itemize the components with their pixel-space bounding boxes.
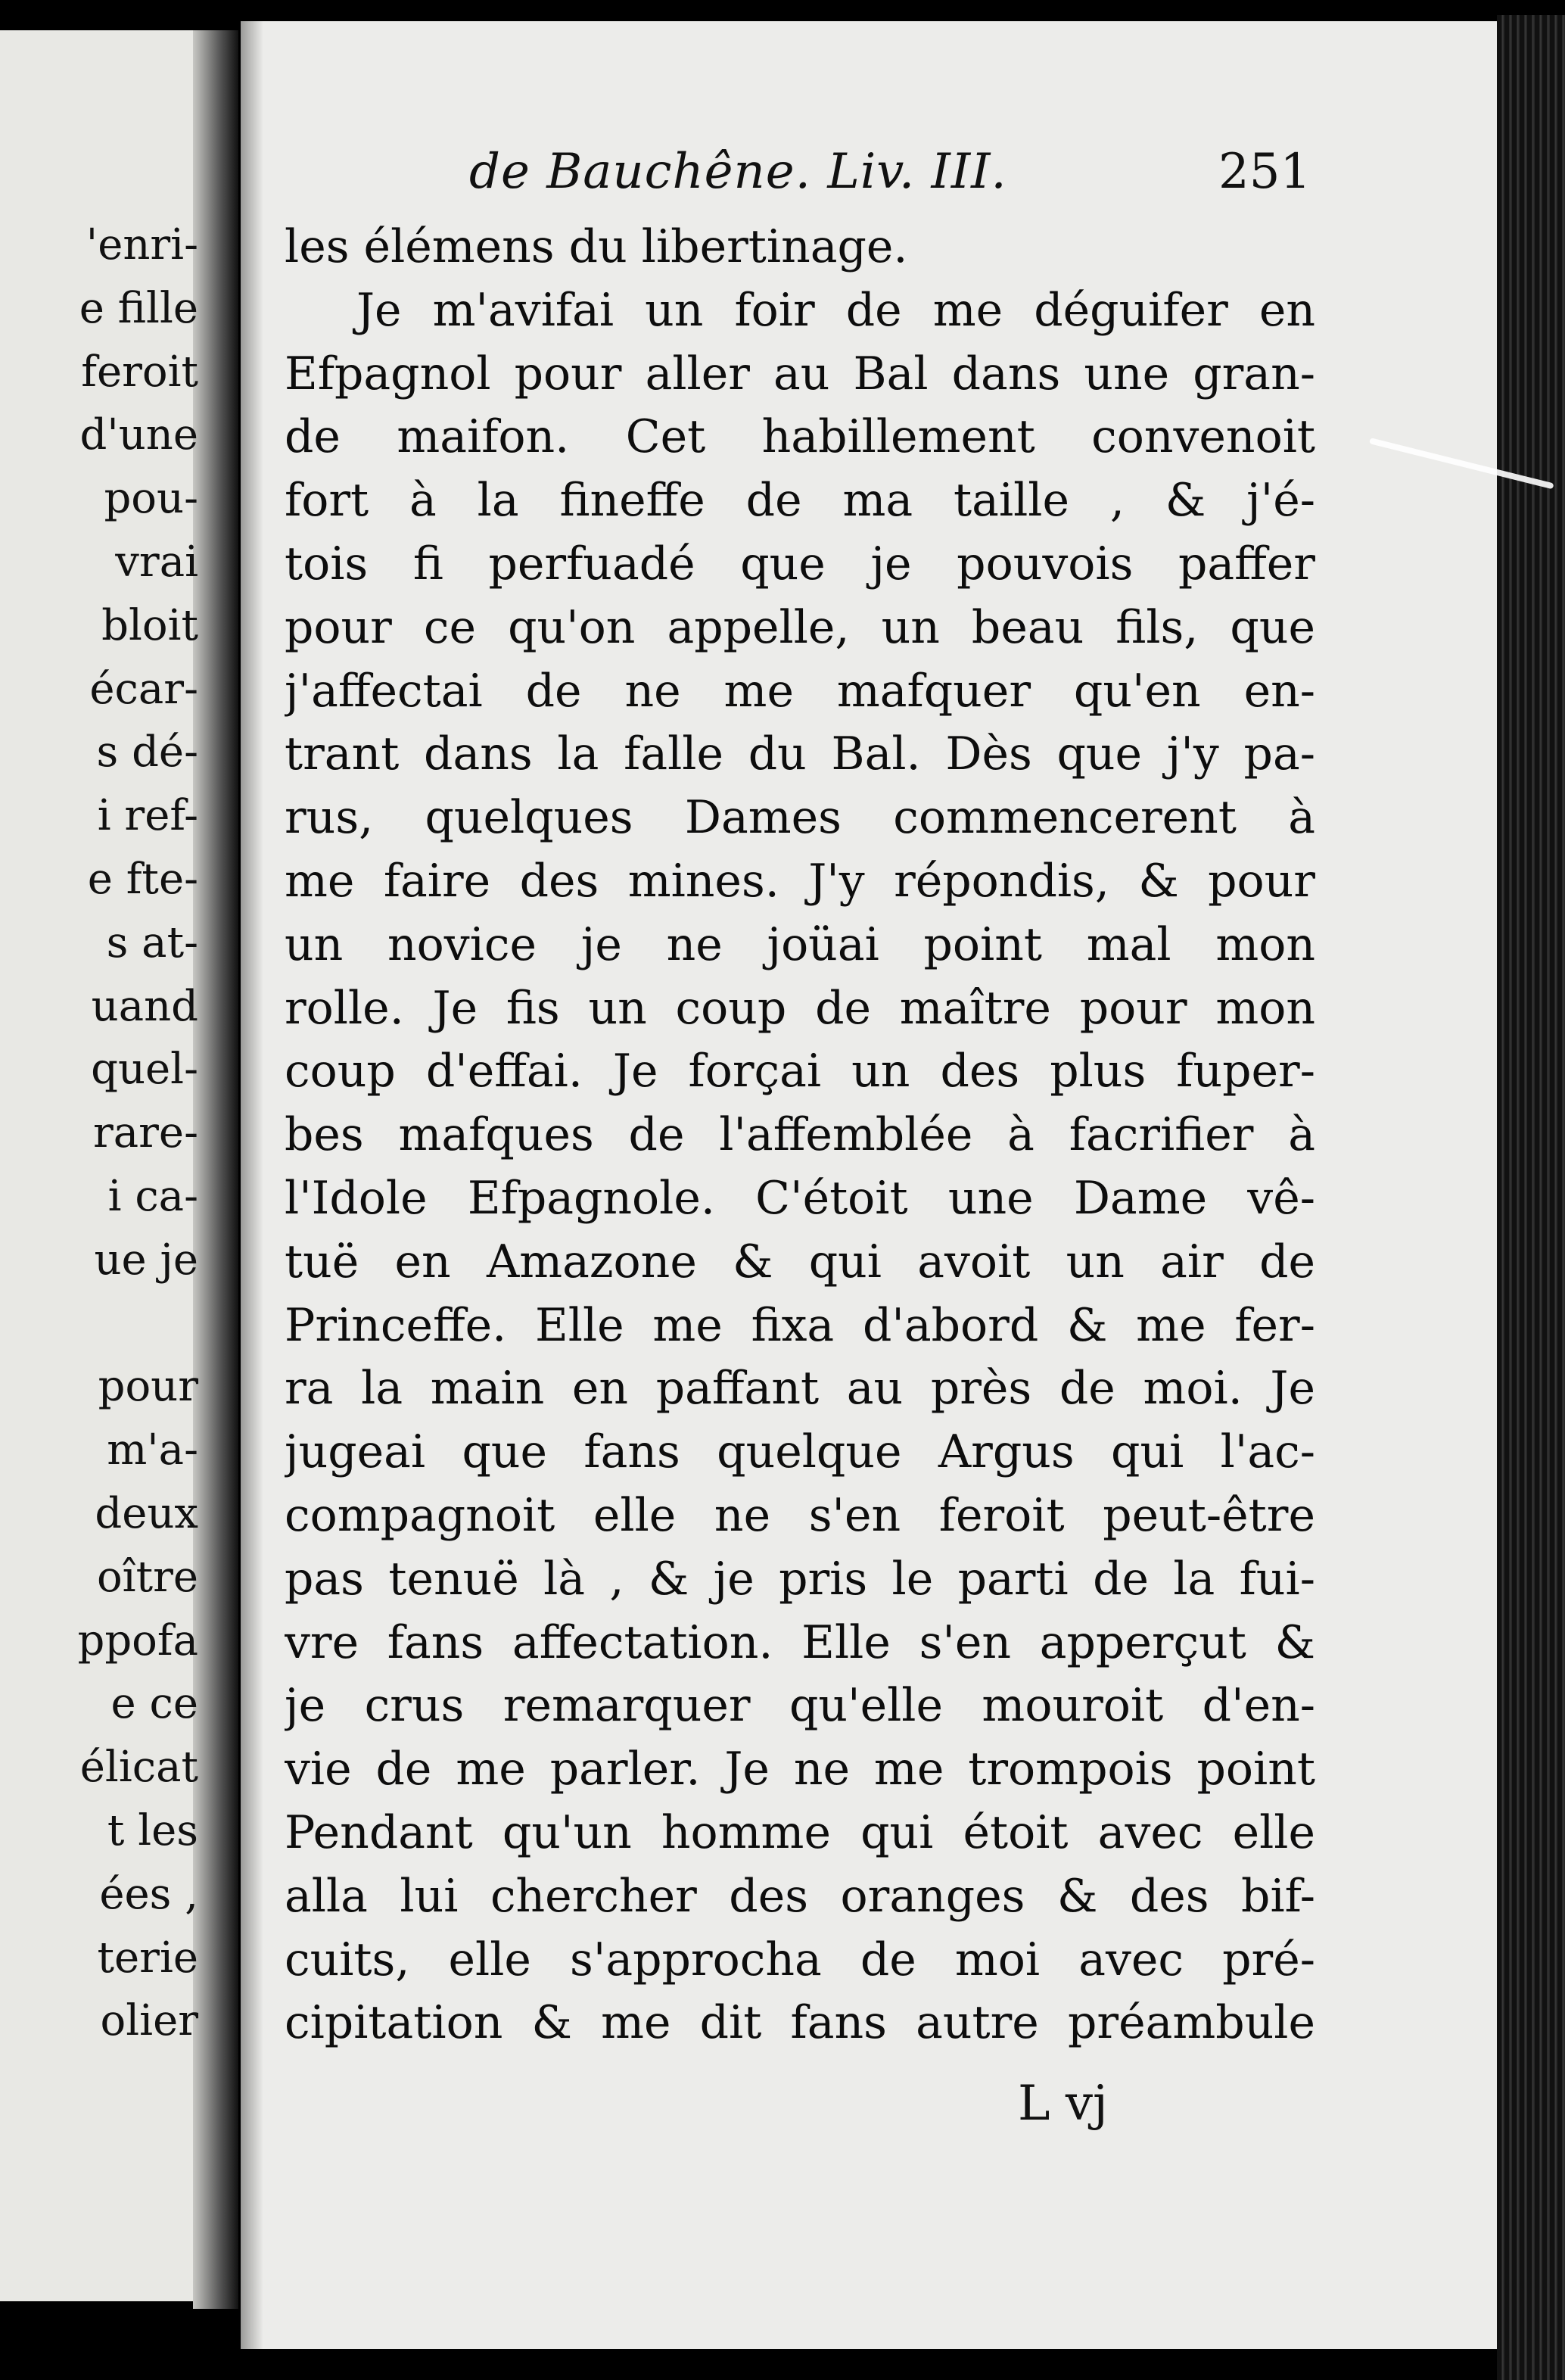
left-page-line: i ref- [97, 791, 198, 841]
left-page-line: ées , [99, 1869, 198, 1919]
text-line: me faire des mines. J'y répondis, & pour [285, 854, 1315, 908]
left-page-line: rare- [93, 1108, 198, 1158]
text-line: vre fans affectation. Elle s'en apperçut & [285, 1615, 1315, 1669]
text-line: alla lui chercher des oranges & des bif- [285, 1869, 1315, 1923]
text-line: Efpagnol pour aller au Bal dans une gran- [285, 347, 1315, 400]
left-page-line: e fte- [87, 854, 198, 904]
text-line: de maifon. Cet habillement convenoit [285, 410, 1315, 464]
left-page-line: e ce [110, 1679, 198, 1729]
left-page-line: pour [98, 1362, 198, 1412]
page-inner-shade [241, 21, 263, 2349]
text-line: fort à la fineffe de ma taille , & j'é- [285, 474, 1315, 528]
text-line: pour ce qu'on appelle, un beau fils, que [285, 600, 1315, 654]
gutter-shadow [193, 30, 238, 2309]
left-page-line: d'une [79, 410, 198, 460]
text-line: vie de me parler. Je ne me trompois point [285, 1743, 1315, 1796]
left-page-line [0, 1292, 198, 1356]
left-page-line: élicat [79, 1743, 198, 1793]
left-page-line: s dé- [96, 727, 198, 777]
text-line: cipitation & me dit fans autre préambule [285, 1996, 1315, 2050]
left-page-line: écar- [89, 664, 198, 714]
text-line: l'Idole Efpagnole. C'étoit une Dame vê- [285, 1171, 1315, 1225]
left-page-line: oître [96, 1552, 198, 1602]
text-line: tuë en Amazone & qui avoit un air de [285, 1235, 1315, 1288]
text-line: cuits, elle s'approcha de moi avec pré- [285, 1933, 1315, 1986]
text-line: les élémens du libertinage. [285, 220, 908, 273]
page-stack-edges [1497, 15, 1565, 2380]
left-page-line: m'a- [107, 1425, 198, 1475]
text-line: jugeai que fans quelque Argus qui l'ac- [285, 1425, 1315, 1479]
text-line: Je m'avifai un foir de me déguifer en [356, 283, 1315, 337]
left-page-line: 'enri- [86, 220, 198, 269]
left-page-line: deux [95, 1488, 198, 1538]
text-line: un novice je ne joüai point mal mon [285, 917, 1315, 971]
left-page-line: uand [91, 981, 198, 1031]
text-line: coup d'effai. Je forçai un des plus fuper- [285, 1045, 1315, 1098]
left-page-line: ue je [94, 1235, 198, 1285]
text-line: j'affectai de ne me mafquer qu'en en- [285, 664, 1315, 718]
left-page-line: ppofa [77, 1615, 198, 1665]
left-page-line: bloit [101, 600, 198, 650]
signature-mark: L vj [1018, 2076, 1108, 2132]
left-page-line: s at- [106, 917, 198, 967]
text-line: bes mafques de l'affemblée à facrifier à [285, 1108, 1315, 1162]
body-text [285, 216, 1315, 2055]
left-page-line: pou- [104, 474, 198, 524]
text-line: rus, quelques Dames commencerent à [285, 791, 1315, 845]
page-number: 251 [1218, 144, 1311, 200]
running-head: de Bauchêne. Liv. III. [469, 144, 1007, 200]
left-page-line: olier [100, 1996, 198, 2046]
left-page-line: t les [107, 1805, 198, 1855]
left-page-line: terie [97, 1933, 198, 1983]
left-page-line: vrai [115, 537, 198, 587]
left-page-line: quel- [91, 1045, 198, 1095]
text-line: Pendant qu'un homme qui étoit avec elle [285, 1805, 1315, 1859]
left-page-line: i ca- [107, 1171, 198, 1221]
text-line: pas tenuë là , & je pris le parti de la fui- [285, 1552, 1315, 1606]
text-line: tois fi perfuadé que je pouvois paffer [285, 537, 1315, 590]
text-line: rolle. Je fis un coup de maître pour mon [285, 981, 1315, 1035]
left-page-line: feroit [81, 347, 198, 397]
left-page-text [0, 213, 198, 2053]
left-page-line: e fille [79, 283, 198, 333]
text-line: ra la main en paffant au près de moi. Je [285, 1362, 1315, 1416]
text-line: je crus remarquer qu'elle mouroit d'en- [285, 1679, 1315, 1733]
text-line: compagnoit elle ne s'en feroit peut-être [285, 1488, 1315, 1542]
text-line: trant dans la falle du Bal. Dès que j'y pa- [285, 727, 1315, 781]
text-line: Princeffe. Elle me fixa d'abord & me fer- [285, 1298, 1315, 1352]
